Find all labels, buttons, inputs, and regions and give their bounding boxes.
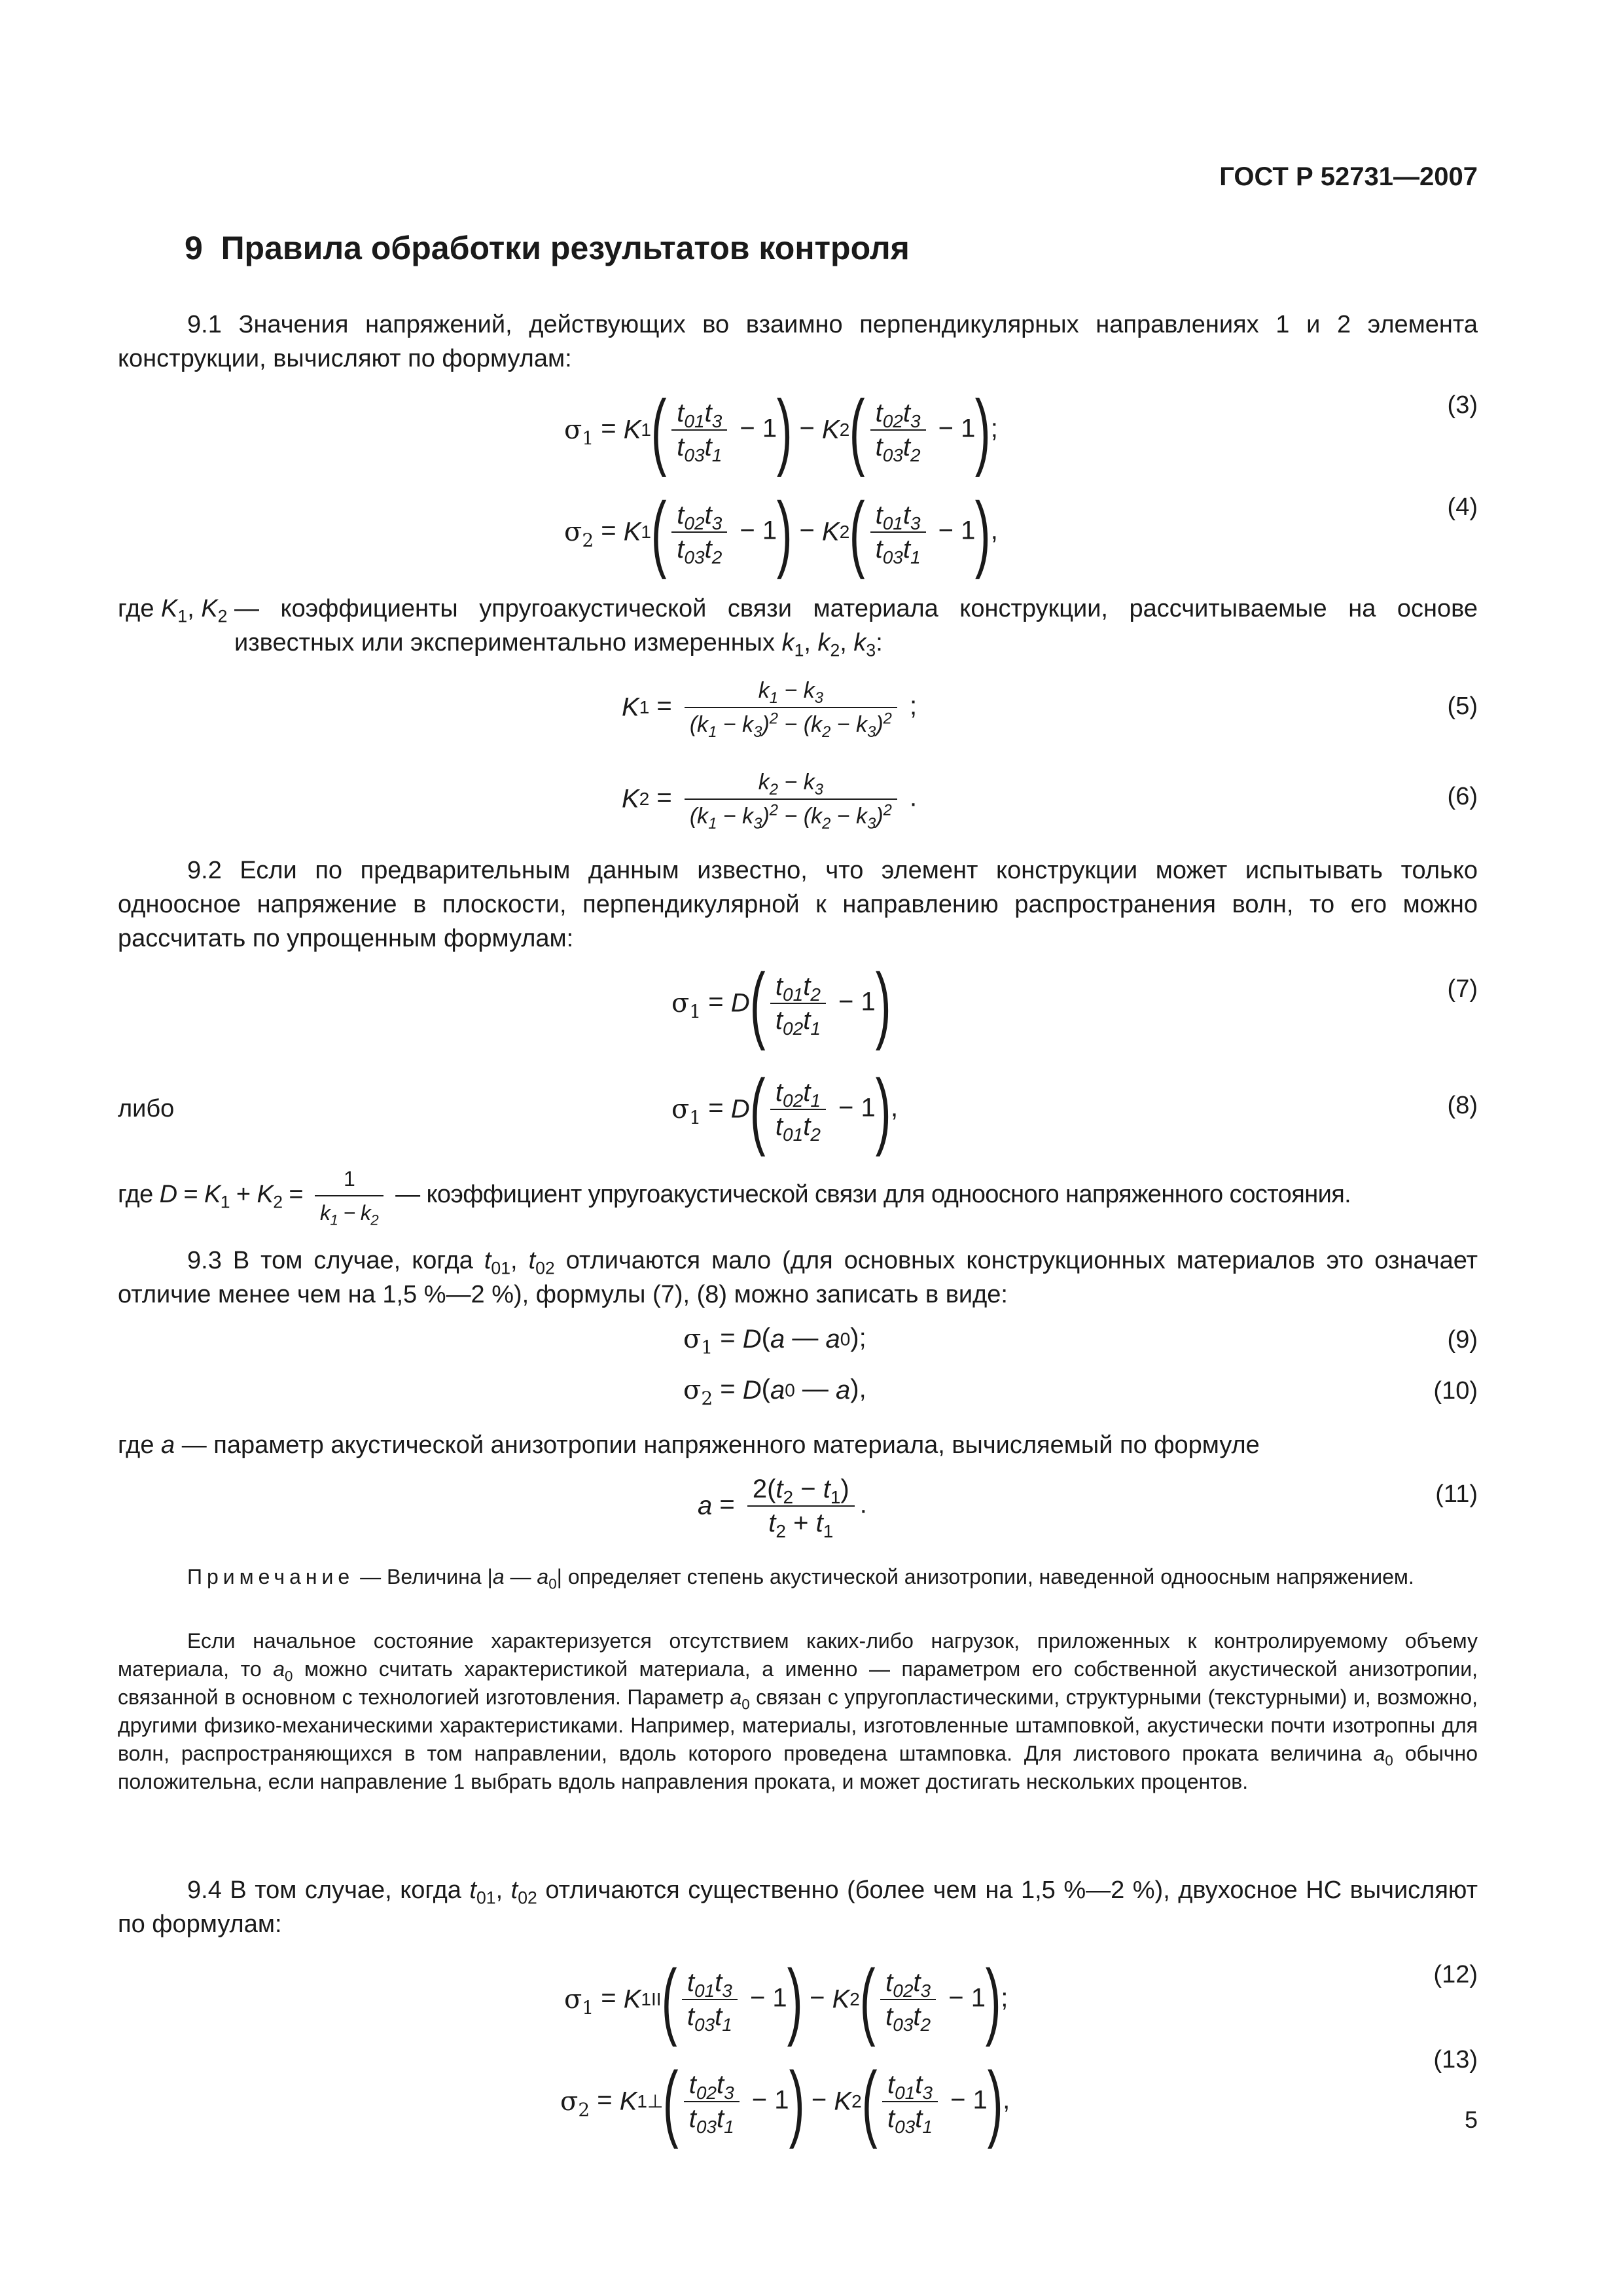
where-a-text: — параметр акустической анизотропии напряженного материала, вычисляемый по формуле <box>181 1431 1260 1459</box>
equation-6: K2 = $\frac{k_2 - k_3}{(k_1 - k_3)^2 - (k_2 - k_3)^2}$ . <box>622 766 917 833</box>
where-K-text: — коэффициенты упругоакустической связи материала конструкции, рассчитываемые на основе известных или экспериментально измеренных <box>234 595 1478 656</box>
where-a-definition: где a — параметр акустической анизотропии напряженного материала, вычисляемый по формуле <box>118 1431 1260 1459</box>
equation-9: $\sigma_1 = D(a$ — a0); <box>683 1323 866 1359</box>
equation-12: $\sigma_1 = K1II$( $\frac{t_{01}t_3}{t_{03}t_1}$ − 1) − K2( $\frac{t_{02}t_3}{t_{03}t_2}$ − 1); <box>564 1952 1008 2047</box>
eq-number-5: (5) <box>1447 692 1478 720</box>
where-K-definition: где $K_1$, $K_2$ — коэффициенты упругоакустической связи материала конструкции, рассчитываемые на основе известных или экспериментально измеренных $k_1$, $k_2$, $k_3$: <box>118 595 1478 660</box>
eq-number-3: (3) <box>1447 391 1478 419</box>
note-para2d: обычно положительна, если направление 1 выбрать вдоль направления проката, и может достигать нескольких процентов. <box>118 1742 1478 1793</box>
eq-number-10: (10) <box>1433 1377 1478 1405</box>
where-prefix: где <box>118 1431 154 1459</box>
document-id: ГОСТ Р 52731—2007 <box>1219 162 1478 191</box>
equation-10: $\sigma_2 = D(a0$ — a), <box>683 1374 866 1410</box>
note-text2: определяет степень акустической анизотропии, наведенной одноосным напряжением. <box>567 1565 1414 1588</box>
where-prefix: где <box>118 595 154 622</box>
note-label: Примечание <box>187 1565 355 1588</box>
note-para2a: Если начальное состояние характеризуется отсутствием каких-либо нагрузок, приложенных к контролируемому объему материала, то <box>118 1629 1478 1681</box>
equation-3: $\sigma_1 = K1$( $\frac{t_{01}t_3}{t_{03}t_1}$ − 1) − K2( $\frac{t_{02}t_3}{t_{03}t_2}$ − 1); <box>564 382 998 478</box>
where-prefix: где <box>118 1181 153 1209</box>
p93-part1: 9.3 В том случае, когда <box>187 1247 473 1274</box>
eq-number-11: (11) <box>1435 1480 1478 1508</box>
section-number: 9 <box>185 230 203 266</box>
eq-number-7: (7) <box>1447 975 1478 1003</box>
eq-number-12: (12) <box>1433 1961 1478 1988</box>
p93-part2: отличаются мало (для основных конструкционных материалов это означает отличие менее чем на 1,5 %—2 %), формулы (7), (8) можно записать в виде: <box>118 1247 1478 1308</box>
paragraph-9-1: 9.1 Значения напряжений, действующих во взаимно перпендикулярных направлениях 1 и 2 элемента конструкции, вычисляют по формулам: <box>118 311 1478 372</box>
equation-13: $\sigma_2$ = K1⊥( $\frac{t_{02}t_3}{t_{03}t_1}$ − 1) − K2( $\frac{t_{01}t_3}{t_{03}t_1}$ − 1), <box>560 2054 1010 2149</box>
page-number: 5 <box>1464 2106 1478 2133</box>
p94-part1: 9.4 В том случае, когда <box>187 1876 461 1904</box>
eq-number-4: (4) <box>1447 493 1478 521</box>
equation-7: $\sigma_1 = D$( $\frac{t_{01}t_2}{t_{02}t_1}$ − 1) <box>671 956 891 1051</box>
note-text1: — Величина <box>360 1565 482 1588</box>
eq-number-6: (6) <box>1447 783 1478 810</box>
paragraph-9-4: 9.4 В том случае, когда $t_{01}$, $t_{02}$ отличаются существенно (более чем на 1,5 %—2 %), двухосное НС вычисляют по формулам: <box>118 1876 1478 1938</box>
note-para2c: связан с упругопластическими, структурными (текстурными) и, возможно, другими физико-механическими характеристиками. Например, материалы, изготовленные штамповкой, акустически почти изотропны для волн, распространяющихся в том направлении, вдоль которого проведена штамповка. Для листового проката величина <box>118 1685 1478 1765</box>
eq-number-13: (13) <box>1433 2046 1478 2073</box>
paragraph-9-3: 9.3 В том случае, когда $t_{01}$, $t_{02}$ отличаются мало (для основных конструкционных материалов это означает отличие менее чем на 1,5 %—2 %), формулы (7), (8) можно записать в виде: <box>118 1247 1478 1308</box>
note-paragraph-1: Примечание — Величина |a — $a_0|$ определяет степень акустической анизотропии, наведенной одноосным напряжением. <box>187 1565 1414 1592</box>
where-D-text: — коэффициент упругоакустической связи для одноосного напряженного состояния. <box>395 1181 1351 1209</box>
eq-number-9: (9) <box>1447 1326 1478 1354</box>
equation-4: $\sigma_2 = K1$( $\frac{t_{02}t_3}{t_{03}t_2}$ − 1) − K2( $\frac{t_{01}t_3}{t_{03}t_1}$ − 1), <box>564 484 998 580</box>
paragraph-9-2: 9.2 Если по предварительным данным известно, что элемент конструкции может испытывать только одноосное напряжение в плоскости, перпендикулярной к направлению распространения волн, то его можно рассчитать по упрощенным формулам: <box>118 857 1478 952</box>
equation-11: a = $\frac{2(t_2 - t_1)}{t_2 + t_1}$ . <box>698 1473 867 1539</box>
where-D-definition: где $D = K_1 + K_2$ = $\frac{1}{k_1 - k_2}$ — коэффициент упругоакустической связи для одноосного напряженного состояния. <box>118 1162 1478 1229</box>
libo-text: либо <box>118 1095 175 1122</box>
p94-part2: отличаются существенно (более чем на 1,5 %—2 %), двухосное НС вычисляют по формулам: <box>118 1876 1478 1938</box>
equation-8: $\sigma_1 = D$( $\frac{t_{02}t_1}{t_{01}t_2}$ − 1), <box>671 1062 899 1157</box>
eq-number-8: (8) <box>1447 1092 1478 1119</box>
equation-5: K1 = $\frac{k_1 - k_3}{(k_1 - k_3)^2 - (k_2 - k_3)^2}$ ; <box>622 674 917 741</box>
section-title-text: Правила обработки результатов контроля <box>221 230 910 266</box>
note-para2b: можно считать характеристикой материала, а именно — параметром его собственной акустической анизотропии, связанной в основном с технологией изготовления. Параметр <box>118 1657 1478 1709</box>
note-paragraph-2: Если начальное состояние характеризуется отсутствием каких-либо нагрузок, приложенных к контролируемому объему материала, то $a_0$ можно считать характеристикой материала, а именно — параметром его собственной акустической анизотропии, связанной в основном с технологией изготовления. Параметр $a_0$ связан с упругопластическими, структурными (текстурными) и, возможно, другими физико-механическими характеристиками. Например, материалы, изготовленные штамповкой, акустически почти изотропны для волн, распространяющихся в том направлении, вдоль которого проведена штамповка. Для листового проката величина $a_0$ обычно положительна, если направление 1 выбрать вдоль направления проката, и может достигать нескольких процентов. <box>118 1629 1478 1793</box>
section-title <box>185 229 910 267</box>
